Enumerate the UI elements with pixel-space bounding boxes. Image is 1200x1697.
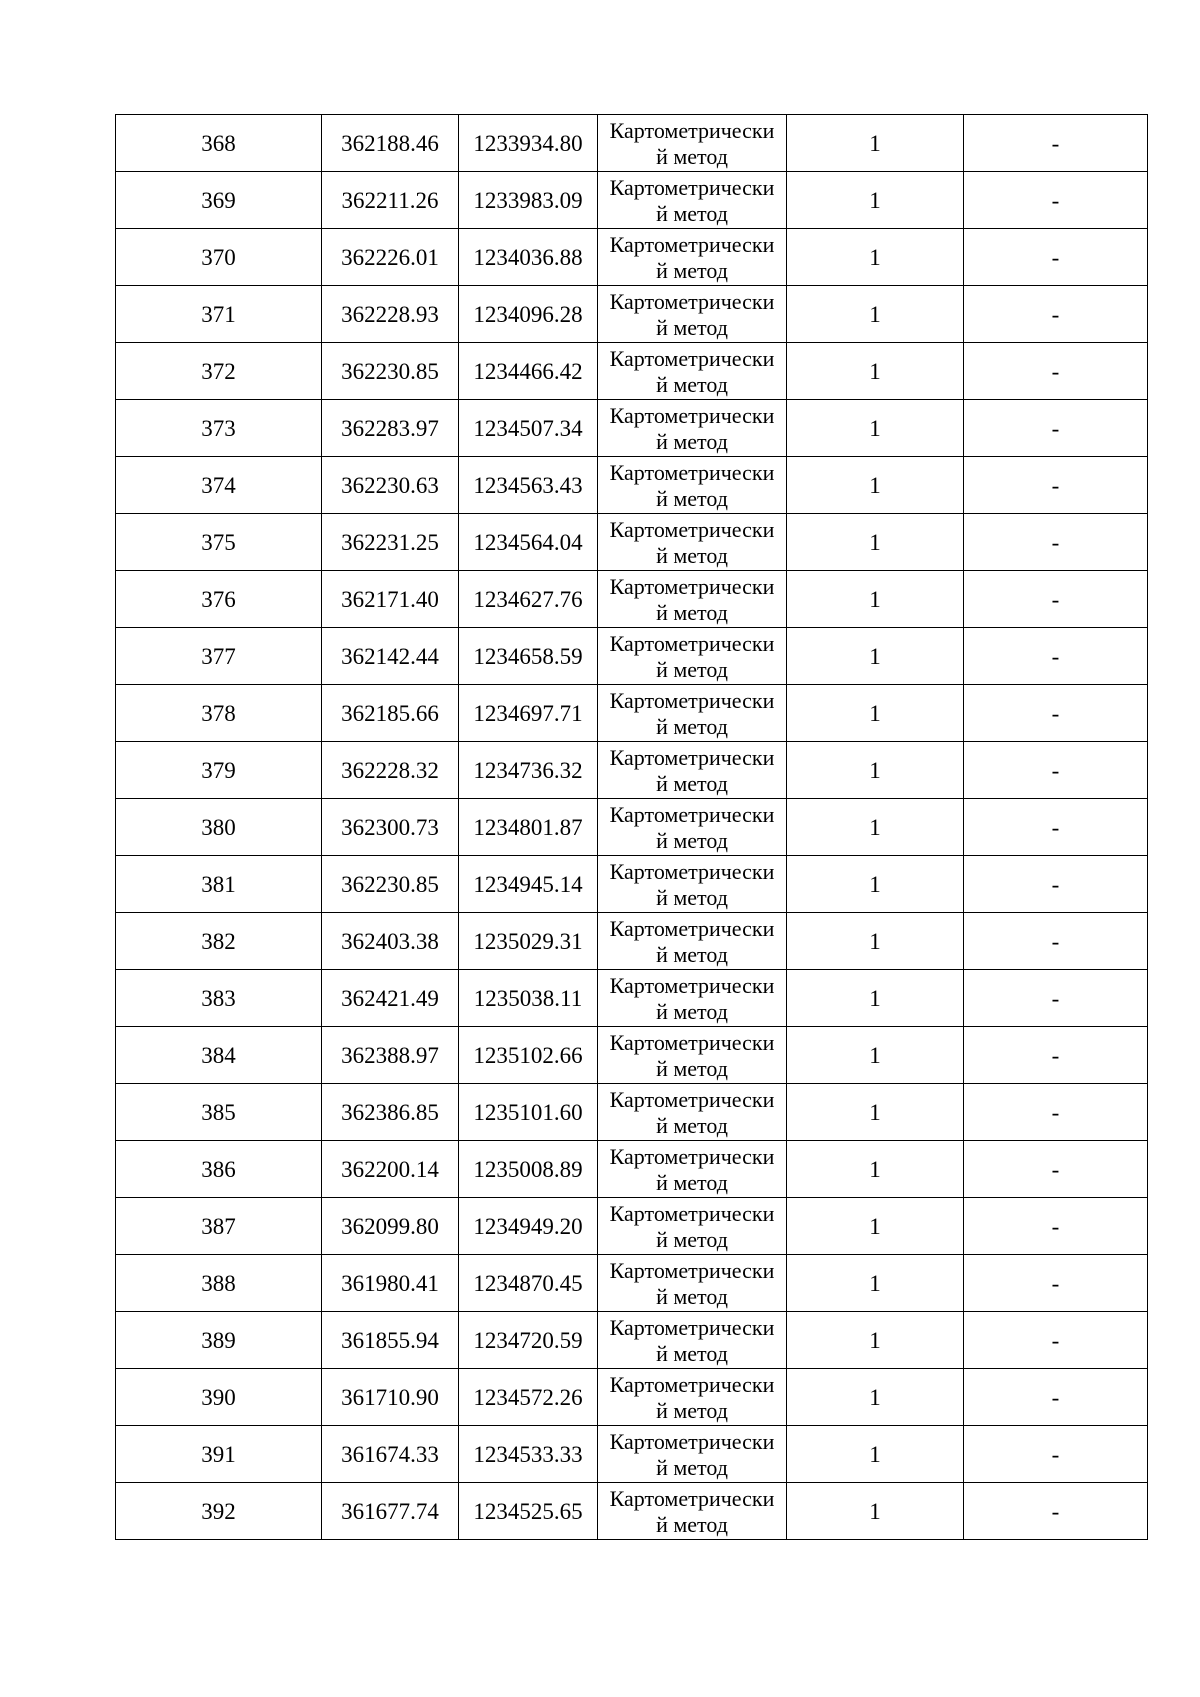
method-cell [598, 514, 787, 571]
x-coordinate-cell: 362188.46 [322, 115, 459, 172]
y-coordinate-cell: 1234870.45 [459, 1255, 598, 1312]
point-number-cell: 369 [116, 172, 322, 229]
method-line-1: Картометрически [609, 915, 775, 941]
y-coordinate-cell: 1234096.28 [459, 286, 598, 343]
accuracy-cell: 1 [787, 1027, 964, 1084]
method-line-2: й метод [656, 542, 728, 568]
point-number-cell: 377 [116, 628, 322, 685]
y-coordinate-cell: 1233934.80 [459, 115, 598, 172]
x-coordinate-cell: 362230.85 [322, 856, 459, 913]
method-cell [598, 1141, 787, 1198]
table-row [116, 229, 1148, 286]
y-coordinate-cell: 1234658.59 [459, 628, 598, 685]
table-row [116, 1312, 1148, 1369]
method-line-1: Картометрически [609, 1371, 775, 1397]
point-number-cell: 368 [116, 115, 322, 172]
method-line-2: й метод [656, 1511, 728, 1537]
table-row [116, 172, 1148, 229]
method-cell [598, 913, 787, 970]
coordinates-table [115, 114, 1148, 1540]
x-coordinate-cell: 362171.40 [322, 571, 459, 628]
method-line-1: Картометрически [609, 1029, 775, 1055]
method-line-2: й метод [656, 941, 728, 967]
method-line-1: Картометрически [609, 459, 775, 485]
accuracy-cell: 1 [787, 115, 964, 172]
table-row [116, 685, 1148, 742]
x-coordinate-cell: 362388.97 [322, 1027, 459, 1084]
method-line-1: Картометрически [609, 744, 775, 770]
method-cell [598, 172, 787, 229]
accuracy-cell: 1 [787, 970, 964, 1027]
point-number-cell: 370 [116, 229, 322, 286]
note-cell: - [964, 913, 1148, 970]
accuracy-cell: 1 [787, 628, 964, 685]
table-row [116, 1369, 1148, 1426]
method-line-2: й метод [656, 827, 728, 853]
method-cell [598, 1369, 787, 1426]
point-number-cell: 380 [116, 799, 322, 856]
point-number-cell: 386 [116, 1141, 322, 1198]
y-coordinate-cell: 1235102.66 [459, 1027, 598, 1084]
point-number-cell: 384 [116, 1027, 322, 1084]
x-coordinate-cell: 362231.25 [322, 514, 459, 571]
y-coordinate-cell: 1234697.71 [459, 685, 598, 742]
point-number-cell: 376 [116, 571, 322, 628]
method-line-2: й метод [656, 1112, 728, 1138]
method-cell [598, 457, 787, 514]
point-number-cell: 392 [116, 1483, 322, 1540]
method-cell [598, 343, 787, 400]
table-row [116, 457, 1148, 514]
method-line-1: Картометрически [609, 1200, 775, 1226]
note-cell: - [964, 229, 1148, 286]
method-line-1: Картометрически [609, 972, 775, 998]
note-cell: - [964, 1084, 1148, 1141]
point-number-cell: 387 [116, 1198, 322, 1255]
table-row [116, 571, 1148, 628]
accuracy-cell: 1 [787, 457, 964, 514]
method-cell [598, 799, 787, 856]
coordinates-table-body [116, 115, 1148, 1540]
method-line-2: й метод [656, 998, 728, 1024]
x-coordinate-cell: 361674.33 [322, 1426, 459, 1483]
accuracy-cell: 1 [787, 856, 964, 913]
note-cell: - [964, 514, 1148, 571]
note-cell: - [964, 856, 1148, 913]
point-number-cell: 381 [116, 856, 322, 913]
note-cell: - [964, 799, 1148, 856]
x-coordinate-cell: 361710.90 [322, 1369, 459, 1426]
x-coordinate-cell: 361855.94 [322, 1312, 459, 1369]
x-coordinate-cell: 362300.73 [322, 799, 459, 856]
table-row [116, 1084, 1148, 1141]
accuracy-cell: 1 [787, 286, 964, 343]
x-coordinate-cell: 362228.93 [322, 286, 459, 343]
y-coordinate-cell: 1235029.31 [459, 913, 598, 970]
method-line-2: й метод [656, 1226, 728, 1252]
method-line-2: й метод [656, 485, 728, 511]
method-line-2: й метод [656, 656, 728, 682]
accuracy-cell: 1 [787, 1312, 964, 1369]
note-cell: - [964, 1255, 1148, 1312]
point-number-cell: 390 [116, 1369, 322, 1426]
y-coordinate-cell: 1235038.11 [459, 970, 598, 1027]
table-row [116, 1483, 1148, 1540]
accuracy-cell: 1 [787, 514, 964, 571]
method-line-2: й метод [656, 1169, 728, 1195]
x-coordinate-cell: 362228.32 [322, 742, 459, 799]
method-line-2: й метод [656, 713, 728, 739]
note-cell: - [964, 628, 1148, 685]
x-coordinate-cell: 362211.26 [322, 172, 459, 229]
x-coordinate-cell: 362226.01 [322, 229, 459, 286]
table-row [116, 343, 1148, 400]
accuracy-cell: 1 [787, 1084, 964, 1141]
y-coordinate-cell: 1234533.33 [459, 1426, 598, 1483]
x-coordinate-cell: 362403.38 [322, 913, 459, 970]
accuracy-cell: 1 [787, 1141, 964, 1198]
method-cell [598, 970, 787, 1027]
point-number-cell: 373 [116, 400, 322, 457]
method-line-1: Картометрически [609, 174, 775, 200]
method-cell [598, 571, 787, 628]
accuracy-cell: 1 [787, 742, 964, 799]
y-coordinate-cell: 1234945.14 [459, 856, 598, 913]
method-line-1: Картометрически [609, 1485, 775, 1511]
note-cell: - [964, 343, 1148, 400]
x-coordinate-cell: 362386.85 [322, 1084, 459, 1141]
x-coordinate-cell: 361980.41 [322, 1255, 459, 1312]
accuracy-cell: 1 [787, 1198, 964, 1255]
method-cell [598, 400, 787, 457]
note-cell: - [964, 1426, 1148, 1483]
y-coordinate-cell: 1234466.42 [459, 343, 598, 400]
table-row [116, 514, 1148, 571]
accuracy-cell: 1 [787, 1426, 964, 1483]
method-line-1: Картометрически [609, 573, 775, 599]
x-coordinate-cell: 362230.85 [322, 343, 459, 400]
method-line-1: Картометрически [609, 402, 775, 428]
accuracy-cell: 1 [787, 1369, 964, 1426]
table-row [116, 1255, 1148, 1312]
method-cell [598, 628, 787, 685]
table-row [116, 286, 1148, 343]
accuracy-cell: 1 [787, 229, 964, 286]
method-line-1: Картометрически [609, 630, 775, 656]
x-coordinate-cell: 362142.44 [322, 628, 459, 685]
method-line-2: й метод [656, 1283, 728, 1309]
table-row [116, 856, 1148, 913]
note-cell: - [964, 1027, 1148, 1084]
method-cell [598, 856, 787, 913]
x-coordinate-cell: 362421.49 [322, 970, 459, 1027]
method-cell [598, 1312, 787, 1369]
note-cell: - [964, 1141, 1148, 1198]
table-row [116, 1141, 1148, 1198]
table-row [116, 970, 1148, 1027]
method-cell [598, 115, 787, 172]
table-row [116, 1198, 1148, 1255]
method-line-1: Картометрически [609, 1257, 775, 1283]
method-cell [598, 1084, 787, 1141]
y-coordinate-cell: 1235008.89 [459, 1141, 598, 1198]
accuracy-cell: 1 [787, 799, 964, 856]
point-number-cell: 383 [116, 970, 322, 1027]
method-line-2: й метод [656, 1454, 728, 1480]
note-cell: - [964, 457, 1148, 514]
y-coordinate-cell: 1234507.34 [459, 400, 598, 457]
method-cell [598, 742, 787, 799]
note-cell: - [964, 970, 1148, 1027]
point-number-cell: 388 [116, 1255, 322, 1312]
method-line-1: Картометрически [609, 345, 775, 371]
note-cell: - [964, 685, 1148, 742]
table-row [116, 400, 1148, 457]
y-coordinate-cell: 1234036.88 [459, 229, 598, 286]
point-number-cell: 389 [116, 1312, 322, 1369]
method-line-2: й метод [656, 143, 728, 169]
point-number-cell: 382 [116, 913, 322, 970]
note-cell: - [964, 400, 1148, 457]
method-line-2: й метод [656, 884, 728, 910]
table-row [116, 799, 1148, 856]
accuracy-cell: 1 [787, 1255, 964, 1312]
table-row [116, 1426, 1148, 1483]
note-cell: - [964, 571, 1148, 628]
accuracy-cell: 1 [787, 343, 964, 400]
y-coordinate-cell: 1234736.32 [459, 742, 598, 799]
point-number-cell: 379 [116, 742, 322, 799]
method-cell [598, 1483, 787, 1540]
table-row [116, 628, 1148, 685]
table-row [116, 742, 1148, 799]
y-coordinate-cell: 1234563.43 [459, 457, 598, 514]
accuracy-cell: 1 [787, 913, 964, 970]
x-coordinate-cell: 362099.80 [322, 1198, 459, 1255]
method-line-1: Картометрически [609, 858, 775, 884]
x-coordinate-cell: 362230.63 [322, 457, 459, 514]
accuracy-cell: 1 [787, 1483, 964, 1540]
point-number-cell: 372 [116, 343, 322, 400]
method-line-1: Картометрически [609, 801, 775, 827]
y-coordinate-cell: 1235101.60 [459, 1084, 598, 1141]
accuracy-cell: 1 [787, 571, 964, 628]
method-line-1: Картометрически [609, 516, 775, 542]
method-line-2: й метод [656, 599, 728, 625]
method-line-2: й метод [656, 1055, 728, 1081]
accuracy-cell: 1 [787, 400, 964, 457]
method-cell [598, 229, 787, 286]
y-coordinate-cell: 1234949.20 [459, 1198, 598, 1255]
note-cell: - [964, 115, 1148, 172]
method-line-1: Картометрически [609, 288, 775, 314]
method-cell [598, 1027, 787, 1084]
method-line-1: Картометрически [609, 1428, 775, 1454]
point-number-cell: 385 [116, 1084, 322, 1141]
table-row [116, 1027, 1148, 1084]
method-line-2: й метод [656, 257, 728, 283]
method-line-1: Картометрически [609, 1143, 775, 1169]
note-cell: - [964, 172, 1148, 229]
y-coordinate-cell: 1234801.87 [459, 799, 598, 856]
method-line-2: й метод [656, 371, 728, 397]
method-line-2: й метод [656, 770, 728, 796]
point-number-cell: 391 [116, 1426, 322, 1483]
method-line-2: й метод [656, 1340, 728, 1366]
y-coordinate-cell: 1234564.04 [459, 514, 598, 571]
x-coordinate-cell: 361677.74 [322, 1483, 459, 1540]
note-cell: - [964, 1483, 1148, 1540]
method-cell [598, 1255, 787, 1312]
note-cell: - [964, 286, 1148, 343]
x-coordinate-cell: 362200.14 [322, 1141, 459, 1198]
note-cell: - [964, 742, 1148, 799]
method-line-1: Картометрически [609, 231, 775, 257]
point-number-cell: 375 [116, 514, 322, 571]
method-line-2: й метод [656, 314, 728, 340]
method-cell [598, 286, 787, 343]
method-cell [598, 1198, 787, 1255]
method-cell [598, 685, 787, 742]
note-cell: - [964, 1198, 1148, 1255]
accuracy-cell: 1 [787, 685, 964, 742]
x-coordinate-cell: 362185.66 [322, 685, 459, 742]
method-line-2: й метод [656, 1397, 728, 1423]
point-number-cell: 378 [116, 685, 322, 742]
note-cell: - [964, 1312, 1148, 1369]
method-line-1: Картометрически [609, 687, 775, 713]
point-number-cell: 374 [116, 457, 322, 514]
method-line-1: Картометрически [609, 1314, 775, 1340]
table-row [116, 115, 1148, 172]
y-coordinate-cell: 1234627.76 [459, 571, 598, 628]
x-coordinate-cell: 362283.97 [322, 400, 459, 457]
table-row [116, 913, 1148, 970]
method-line-1: Картометрически [609, 1086, 775, 1112]
method-line-1: Картометрически [609, 117, 775, 143]
method-line-2: й метод [656, 200, 728, 226]
method-cell [598, 1426, 787, 1483]
y-coordinate-cell: 1233983.09 [459, 172, 598, 229]
accuracy-cell: 1 [787, 172, 964, 229]
note-cell: - [964, 1369, 1148, 1426]
method-line-2: й метод [656, 428, 728, 454]
y-coordinate-cell: 1234572.26 [459, 1369, 598, 1426]
y-coordinate-cell: 1234720.59 [459, 1312, 598, 1369]
point-number-cell: 371 [116, 286, 322, 343]
y-coordinate-cell: 1234525.65 [459, 1483, 598, 1540]
